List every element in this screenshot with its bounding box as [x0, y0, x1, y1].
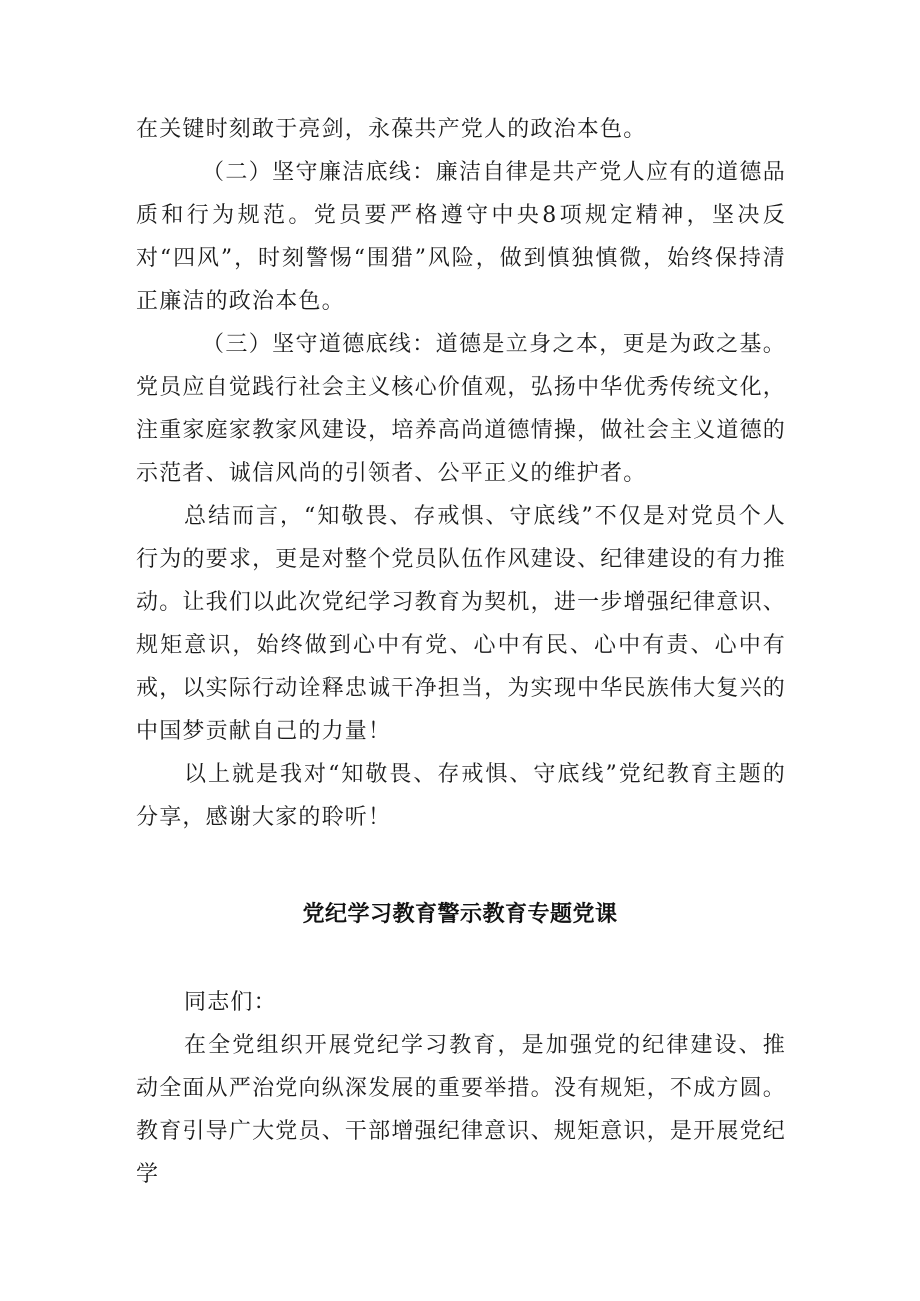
paragraph-moral-bottom-line: （三）坚守道德底线：道德是立身之本，更是为政之基。党员应自觉践行社会主义核心价值观，弘扬中华优秀传统文化，注重家庭家教家风建设，培养高尚道德情操，做社会主义道德的示范者、诚信风尚的引领者、公平正义的维护者。	[136, 332, 786, 486]
paragraph-continuation: 在关键时刻敢于亮剑，永葆共产党人的政治本色。	[136, 117, 647, 142]
paragraph-opening: 在全党组织开展党纪学习教育，是加强党的纪律建设、推动全面从严治党向纵深发展的重要举措。没有规矩，不成方圆。教育引导广大党员、干部增强纪律意识、规矩意识，是开展党纪学	[136, 1033, 786, 1187]
paragraph-closing: 以上就是我对“知敬畏、存戒惧、守底线”党纪教育主题的分享，感谢大家的聆听！	[136, 762, 786, 830]
salutation: 同志们：	[184, 990, 277, 1015]
paragraph-summary: 总结而言，“知敬畏、存戒惧、守底线”不仅是对党员个人行为的要求，更是对整个党员队伍作风建设、纪律建设的有力推动。让我们以此次党纪学习教育为契机，进一步增强纪律意识、规矩意识，始终做到心中有党、心中有民、心中有责、心中有戒，以实际行动诠释忠诚干净担当，为实现中华民族伟大复兴的中国梦贡献自己的力量！	[136, 504, 786, 744]
paragraph-integrity-bottom-line: （二）坚守廉洁底线：廉洁自律是共产党人应有的道德品质和行为规范。党员要严格遵守中央8项规定精神，坚决反对“四风”，时刻警惕“围猎”风险，做到慎独慎微，始终保持清正廉洁的政治本色。	[136, 160, 786, 314]
section-title: 党纪学习教育警示教育专题党课	[302, 902, 618, 927]
